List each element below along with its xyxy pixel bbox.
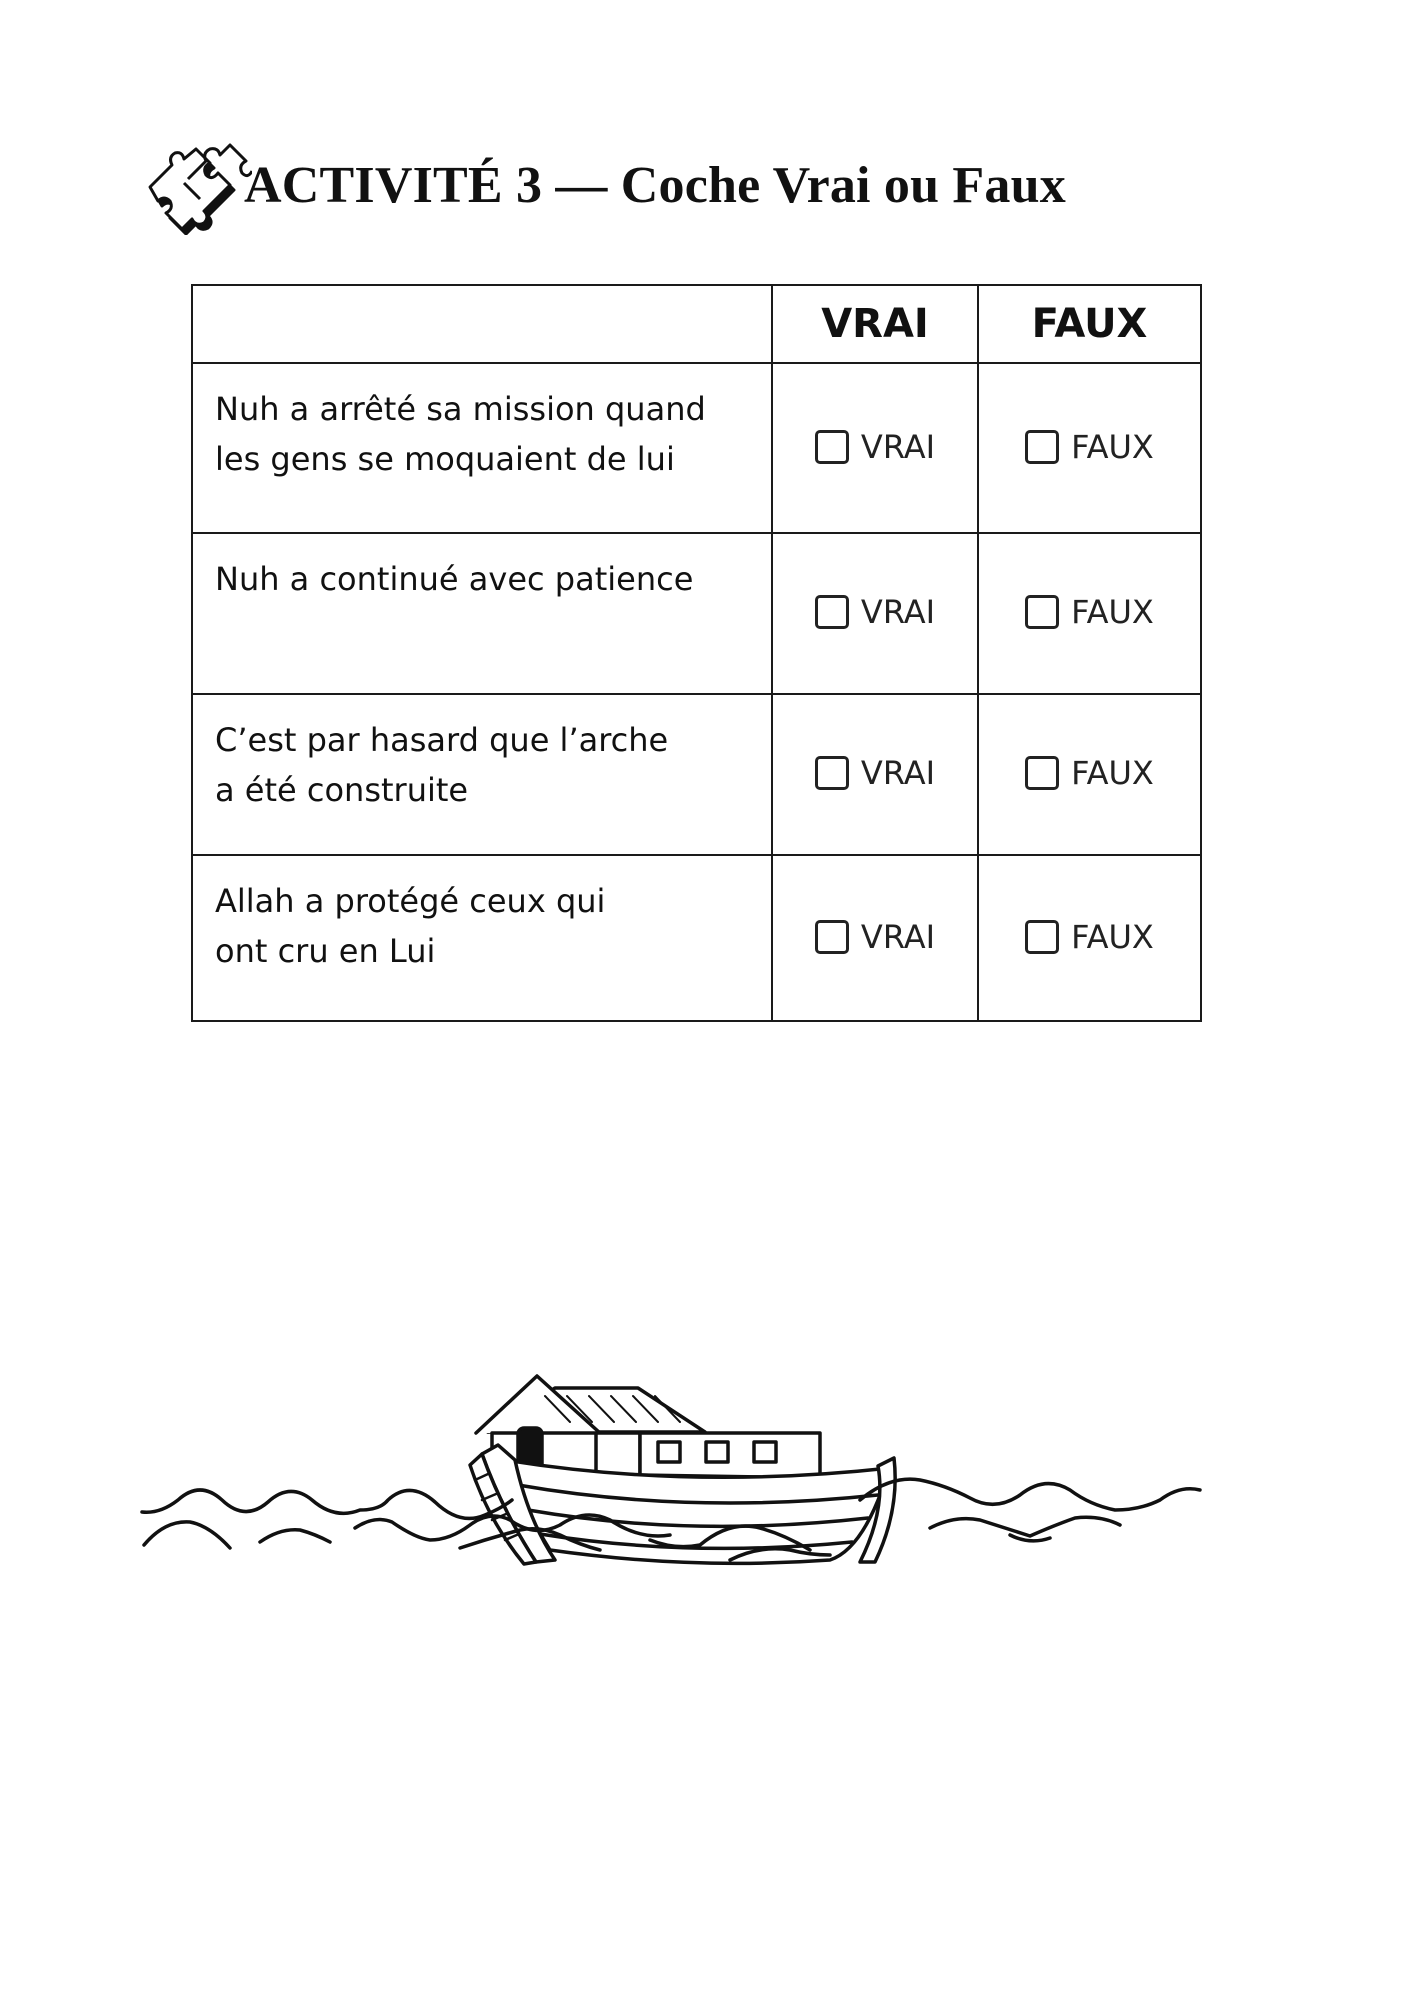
- faux-cell: [978, 855, 1201, 1021]
- statement-cell: [192, 855, 772, 1021]
- vrai-cell: [772, 855, 978, 1021]
- activity-header: [140, 135, 1066, 235]
- ark-on-waves-icon: [130, 1350, 1290, 1590]
- checkbox-icon[interactable]: [815, 595, 849, 629]
- header-statement: [192, 285, 772, 363]
- statement-cell: [192, 533, 772, 694]
- vrai-cell: [772, 694, 978, 855]
- vrai-checkbox[interactable]: [815, 593, 935, 631]
- vrai-label: VRAI: [860, 917, 936, 956]
- statement-line: Allah a protégé ceux qui: [215, 882, 606, 920]
- statement-line: Nuh a continué avec patience: [215, 560, 694, 598]
- faux-checkbox[interactable]: [1025, 754, 1154, 792]
- faux-cell: [978, 363, 1201, 533]
- faux-label: FAUX: [1071, 917, 1154, 956]
- checkbox-icon[interactable]: [1025, 756, 1059, 790]
- checkbox-icon[interactable]: [1025, 430, 1059, 464]
- table-row: [192, 694, 1201, 855]
- checkbox-icon[interactable]: [1025, 920, 1059, 954]
- vrai-label: VRAI: [860, 427, 936, 466]
- statement-line: C’est par hasard que l’arche: [215, 721, 669, 759]
- vrai-cell: [772, 363, 978, 533]
- table-row: [192, 363, 1201, 533]
- checkbox-icon[interactable]: [815, 430, 849, 464]
- faux-checkbox[interactable]: [1025, 918, 1154, 956]
- table-header-row: [192, 285, 1201, 363]
- faux-checkbox[interactable]: [1025, 428, 1154, 466]
- page-title: ACTIVITÉ 3 — Coche Vrai ou Faux: [244, 156, 1066, 214]
- table-row: [192, 533, 1201, 694]
- header-faux: FAUX: [978, 285, 1201, 363]
- vrai-checkbox[interactable]: [815, 428, 935, 466]
- faux-cell: [978, 694, 1201, 855]
- vrai-label: VRAI: [860, 754, 936, 792]
- statement-cell: [192, 363, 772, 533]
- checkbox-icon[interactable]: [815, 756, 849, 790]
- statement-line: Nuh a arrêté sa mission quand: [215, 390, 706, 428]
- statement-line: les gens se moquaient de lui: [215, 440, 675, 478]
- vrai-label: VRAI: [860, 593, 936, 631]
- faux-label: FAUX: [1071, 427, 1154, 466]
- vrai-checkbox[interactable]: [815, 754, 935, 792]
- vrai-checkbox[interactable]: [815, 918, 935, 956]
- true-false-table: [191, 284, 1202, 1022]
- faux-label: FAUX: [1071, 754, 1154, 792]
- statement-cell: [192, 694, 772, 855]
- header-vrai: VRAI: [772, 285, 978, 363]
- checkbox-icon[interactable]: [815, 920, 849, 954]
- vrai-cell: [772, 533, 978, 694]
- statement-line: a été construite: [215, 771, 469, 809]
- statement-line: ont cru en Lui: [215, 932, 436, 970]
- table-row: [192, 855, 1201, 1021]
- checkbox-icon[interactable]: [1025, 595, 1059, 629]
- faux-checkbox[interactable]: [1025, 593, 1154, 631]
- faux-label: FAUX: [1071, 593, 1154, 631]
- faux-cell: [978, 533, 1201, 694]
- puzzle-icon: [140, 135, 252, 235]
